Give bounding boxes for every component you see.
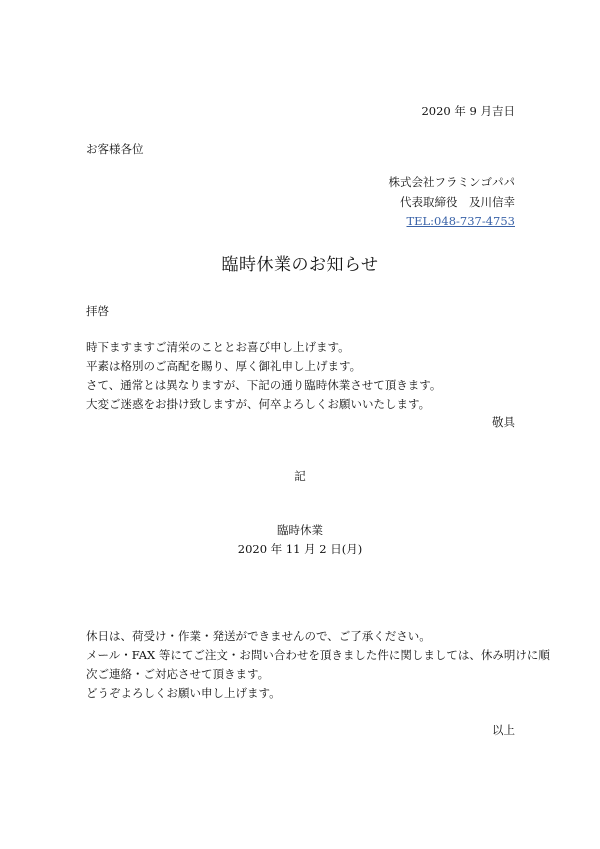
document-date: 2020 年 9 月吉日 — [421, 104, 515, 118]
opening-greeting: 拝啓 — [86, 304, 109, 318]
body-paragraph — [86, 338, 441, 414]
body-line: さて、通常とは異なりますが、下記の通り臨時休業させて頂きます。 — [86, 378, 442, 392]
note-paragraph — [86, 627, 550, 703]
sender-company: 株式会社フラミンゴパパ — [388, 175, 515, 189]
notice-date: 2020 年 11 月 2 日(月) — [237, 542, 363, 556]
body-line: 大変ご迷惑をお掛け致しますが、何卒よろしくお願いいたします。 — [86, 397, 431, 411]
sender-representative: 代表取締役 及川信幸 — [400, 195, 515, 209]
sender-tel-link[interactable]: TEL:048-737-4753 — [406, 214, 515, 228]
end-ijou: 以上 — [492, 723, 515, 737]
note-line: メール・FAX 等にてご注文・お問い合わせを頂きました件に関しましては、休み明けに順 — [86, 648, 550, 662]
note-line: どうぞよろしくお願い申し上げます。 — [86, 686, 281, 700]
recipient: お客様各位 — [86, 142, 144, 156]
note-line: 休日は、荷受け・作業・発送ができませんので、ご了承ください。 — [86, 629, 431, 643]
document-title: 臨時休業のお知らせ — [221, 255, 379, 275]
closing-keigu: 敬具 — [492, 415, 515, 429]
notice-label: 臨時休業 — [277, 523, 323, 537]
body-line: 時下ますますご清栄のこととお喜び申し上げます。 — [86, 340, 350, 354]
body-line: 平素は格別のご高配を賜り、厚く御礼申し上げます。 — [86, 359, 362, 373]
ki-marker: 記 — [294, 469, 306, 483]
note-line: 次ご連絡・ご対応させて頂きます。 — [86, 667, 270, 681]
